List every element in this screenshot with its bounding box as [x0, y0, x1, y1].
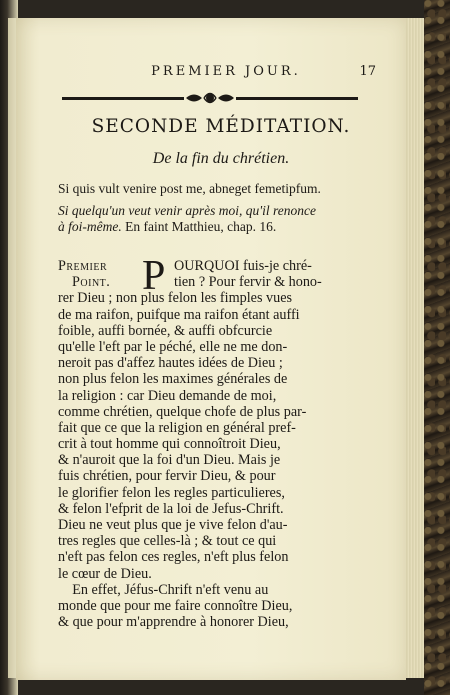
body-line-1: OURQUOI fuis-je chré- — [174, 258, 312, 274]
section-label-line-1: Premier — [58, 258, 108, 274]
body-line: neroit pas d'affez hautes idées de Dieu ; — [58, 355, 283, 372]
body-line: & n'auroit que la foi d'un Dieu. Mais je — [58, 452, 281, 469]
marbled-cover-edge — [424, 0, 450, 695]
meditation-subtitle: De la fin du chrétien. — [152, 150, 290, 167]
body-line: & felon l'efprit de la loi de Jefus-Chrift. — [58, 500, 284, 517]
body-text — [58, 253, 396, 631]
body-line: la religion : car Dieu demande de moi, — [58, 387, 277, 404]
body-line: & que pour m'apprendre à honorer Dieu, — [58, 614, 289, 631]
body-line: tres regles que celles-là ; & tout ce qui — [58, 533, 277, 550]
french-epigraph — [58, 203, 398, 235]
headpiece-ornament — [62, 93, 358, 103]
body-line: crit à tout homme qui connoîtroit Dieu, — [58, 436, 281, 453]
latin-epigraph: Si quis vult venire post me, abneget femetipfum. — [58, 181, 321, 196]
ornament-rule-right — [236, 97, 358, 100]
body-line: fait que ce que la religion en général pref- — [58, 419, 296, 436]
scripture-reference: En faint Matthieu, chap. 16. — [121, 219, 277, 234]
section-label-line-2: Point. — [72, 274, 111, 291]
drop-cap: P — [142, 253, 166, 299]
body-line: comme chrétien, quelque chofe de plus par- — [58, 403, 307, 420]
body-line: monde que pour me faire connoître Dieu, — [58, 597, 293, 614]
body-line-2: tien ? Pour fervir & hono- — [174, 274, 322, 291]
body-line: de ma raifon, puifque ma raifon étant auffi — [58, 306, 300, 323]
body-line: foible, auffi bornée, & auffi obfcurcie — [58, 322, 273, 339]
body-line: qu'elle l'eft par le péché, elle ne me don- — [58, 338, 288, 355]
body-line: n'eft pas felon ces regles, n'eft plus felon — [58, 549, 289, 566]
meditation-title: SECONDE MÉDITATION. — [91, 116, 351, 137]
running-head — [76, 64, 376, 79]
body-line: le cœur de Dieu. — [58, 565, 152, 582]
french-epigraph-line-1: Si quelqu'un veut venir après moi, qu'il renonce — [58, 203, 316, 218]
book-page — [16, 18, 406, 680]
body-line: le glorifier felon les regles particulieres, — [58, 484, 285, 501]
fleuron-icon — [184, 89, 236, 107]
body-line: fuis chrétien, pour fervir Dieu, & pour — [58, 468, 276, 485]
body-line-paragraph-start: En effet, Jéfus-Chrift n'eft venu au — [58, 581, 269, 598]
page-number: 17 — [359, 64, 376, 79]
page-stack-edge — [404, 18, 426, 678]
body-line: non plus felon les maximes générales de — [58, 371, 288, 388]
french-epigraph-line-2: à foi-même. — [58, 219, 122, 234]
body-line: rer Dieu ; non plus felon les fimples vues — [58, 290, 293, 307]
ornament-rule-left — [62, 97, 184, 100]
running-head-title: PREMIER JOUR. — [151, 64, 301, 79]
body-line: Dieu ne veut plus que je vive felon d'au- — [58, 517, 288, 534]
